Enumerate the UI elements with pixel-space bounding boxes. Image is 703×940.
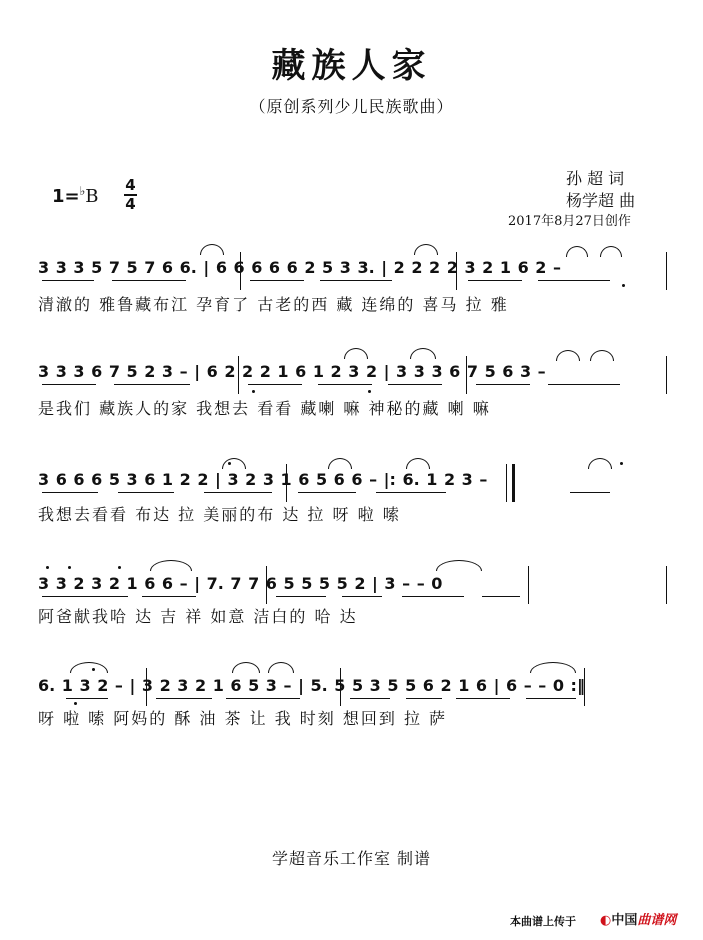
underline	[42, 492, 98, 493]
underline	[112, 280, 186, 281]
bar-line	[286, 464, 287, 502]
underline	[406, 698, 442, 699]
slur	[268, 662, 294, 673]
underline	[538, 280, 610, 281]
song-subtitle: （原创系列少儿民族歌曲）	[249, 97, 454, 116]
slur	[600, 246, 622, 257]
underline	[388, 384, 442, 385]
logo-suffix: 曲谱网	[637, 913, 677, 928]
lyric-row: 是我们 藏族人的家 我想去 看看 藏喇 嘛 神秘的藏 喇 嘛	[38, 399, 491, 418]
notation-row: 3 3 2 3 2 1 6 6 – | 7. 7 7 6 5 5 5 5 2 | 3 – – 0	[38, 574, 443, 593]
meter-bottom: 4	[125, 195, 136, 213]
notation-row: 3 3 3 6 7 5 2 3 – | 6 2 2 2 1 6 1 2 3 2 | 3 3 3 6 7 5 6 3 –	[38, 362, 546, 381]
octave-dot	[46, 566, 49, 569]
slur	[436, 560, 482, 571]
slur	[556, 350, 580, 361]
octave-dot	[252, 390, 255, 393]
octave-dot	[118, 566, 121, 569]
composer-credit: 杨学超 曲	[566, 191, 636, 210]
composition-date: 2017年8月27日创作	[508, 214, 631, 229]
studio-credit: 学超音乐工作室 制谱	[271, 849, 432, 868]
time-signature	[124, 178, 137, 212]
underline	[320, 280, 392, 281]
underline	[456, 698, 510, 699]
underline	[318, 384, 372, 385]
underline	[350, 698, 390, 699]
notation-row: 3 3 3 5 7 5 7 6 6. | 6 6 6 6 6 2 5 3 3. | 2 2 2 2 3 2 1 6 2 –	[38, 258, 561, 277]
underline	[66, 698, 108, 699]
flat-icon: ♭	[79, 184, 86, 198]
underline	[276, 596, 326, 597]
lyric-row: 清澈的 雅鲁藏布江 孕育了 古老的西 藏 连绵的 喜马 拉 雅	[38, 295, 509, 314]
underline	[298, 492, 356, 493]
bar-line	[456, 252, 457, 290]
octave-dot	[368, 390, 371, 393]
lyric-row: 我想去看看 布达 拉 美丽的布 达 拉 呀 啦 嗦	[38, 505, 401, 524]
octave-dot	[68, 566, 71, 569]
underline	[402, 596, 464, 597]
site-logo[interactable]	[600, 909, 676, 928]
logo-prefix: 中国	[611, 913, 638, 928]
slur	[530, 662, 576, 673]
key-prefix: 1=	[52, 186, 80, 207]
underline	[548, 384, 620, 385]
key-note: B	[85, 186, 99, 207]
bar-line	[666, 356, 667, 394]
notation-row: 6. 1 3 2 – | 3 2 3 2 1 6 5 3 – | 5. 5 5 3 5 5 6 2 1 6 | 6 – – 0 :‖	[38, 676, 585, 695]
lyric-row: 呀 啦 嗦 阿妈的 酥 油 茶 让 我 时刻 想回到 拉 萨	[38, 709, 448, 728]
bar-line	[666, 252, 667, 290]
bar-line	[584, 668, 585, 706]
underline	[376, 492, 446, 493]
underline	[342, 596, 382, 597]
bar-line	[466, 356, 467, 394]
slur	[200, 244, 224, 255]
slur	[566, 246, 588, 257]
slur	[344, 348, 368, 359]
slur	[232, 662, 260, 673]
underline	[248, 384, 302, 385]
key-signature	[52, 184, 99, 207]
underline	[570, 492, 610, 493]
underline	[226, 698, 300, 699]
underline	[476, 384, 530, 385]
octave-dot	[622, 284, 625, 287]
slur	[150, 560, 192, 571]
slur	[590, 350, 614, 361]
bar-line	[340, 668, 341, 706]
octave-dot	[74, 702, 77, 705]
logo-mark-icon: ◐	[600, 913, 612, 928]
octave-dot	[92, 668, 95, 671]
slur	[414, 244, 438, 255]
underline	[204, 492, 272, 493]
slur	[588, 458, 612, 469]
bar-line	[528, 566, 529, 604]
octave-dot	[620, 462, 623, 465]
meter-top: 4	[125, 176, 136, 194]
slur	[222, 458, 246, 469]
notation-row: 3 6 6 6 5 3 6 1 2 2 | 3 2 3 1 6 5 6 6 – |: 6. 1 2 3 –	[38, 470, 488, 489]
underline	[42, 596, 128, 597]
slur	[70, 662, 108, 673]
underline	[526, 698, 576, 699]
upload-note: 本曲谱上传于	[510, 915, 576, 928]
lyric-row: 阿爸献我哈 达 吉 祥 如意 洁白的 哈 达	[38, 607, 358, 626]
bar-line	[240, 252, 241, 290]
repeat-start-bar	[506, 464, 515, 502]
bar-line	[666, 566, 667, 604]
slur	[406, 458, 430, 469]
underline	[250, 280, 304, 281]
bar-line	[238, 356, 239, 394]
underline	[42, 280, 94, 281]
song-title: 藏族人家	[271, 46, 432, 86]
lyricist-credit: 孙 超 词	[566, 169, 625, 188]
underline	[142, 596, 196, 597]
underline	[114, 384, 190, 385]
underline	[42, 384, 96, 385]
octave-dot	[228, 462, 231, 465]
bar-line	[266, 566, 267, 604]
underline	[468, 280, 522, 281]
slur	[328, 458, 352, 469]
slur	[410, 348, 436, 359]
underline	[118, 492, 174, 493]
underline	[156, 698, 212, 699]
bar-line	[146, 668, 147, 706]
underline	[482, 596, 520, 597]
